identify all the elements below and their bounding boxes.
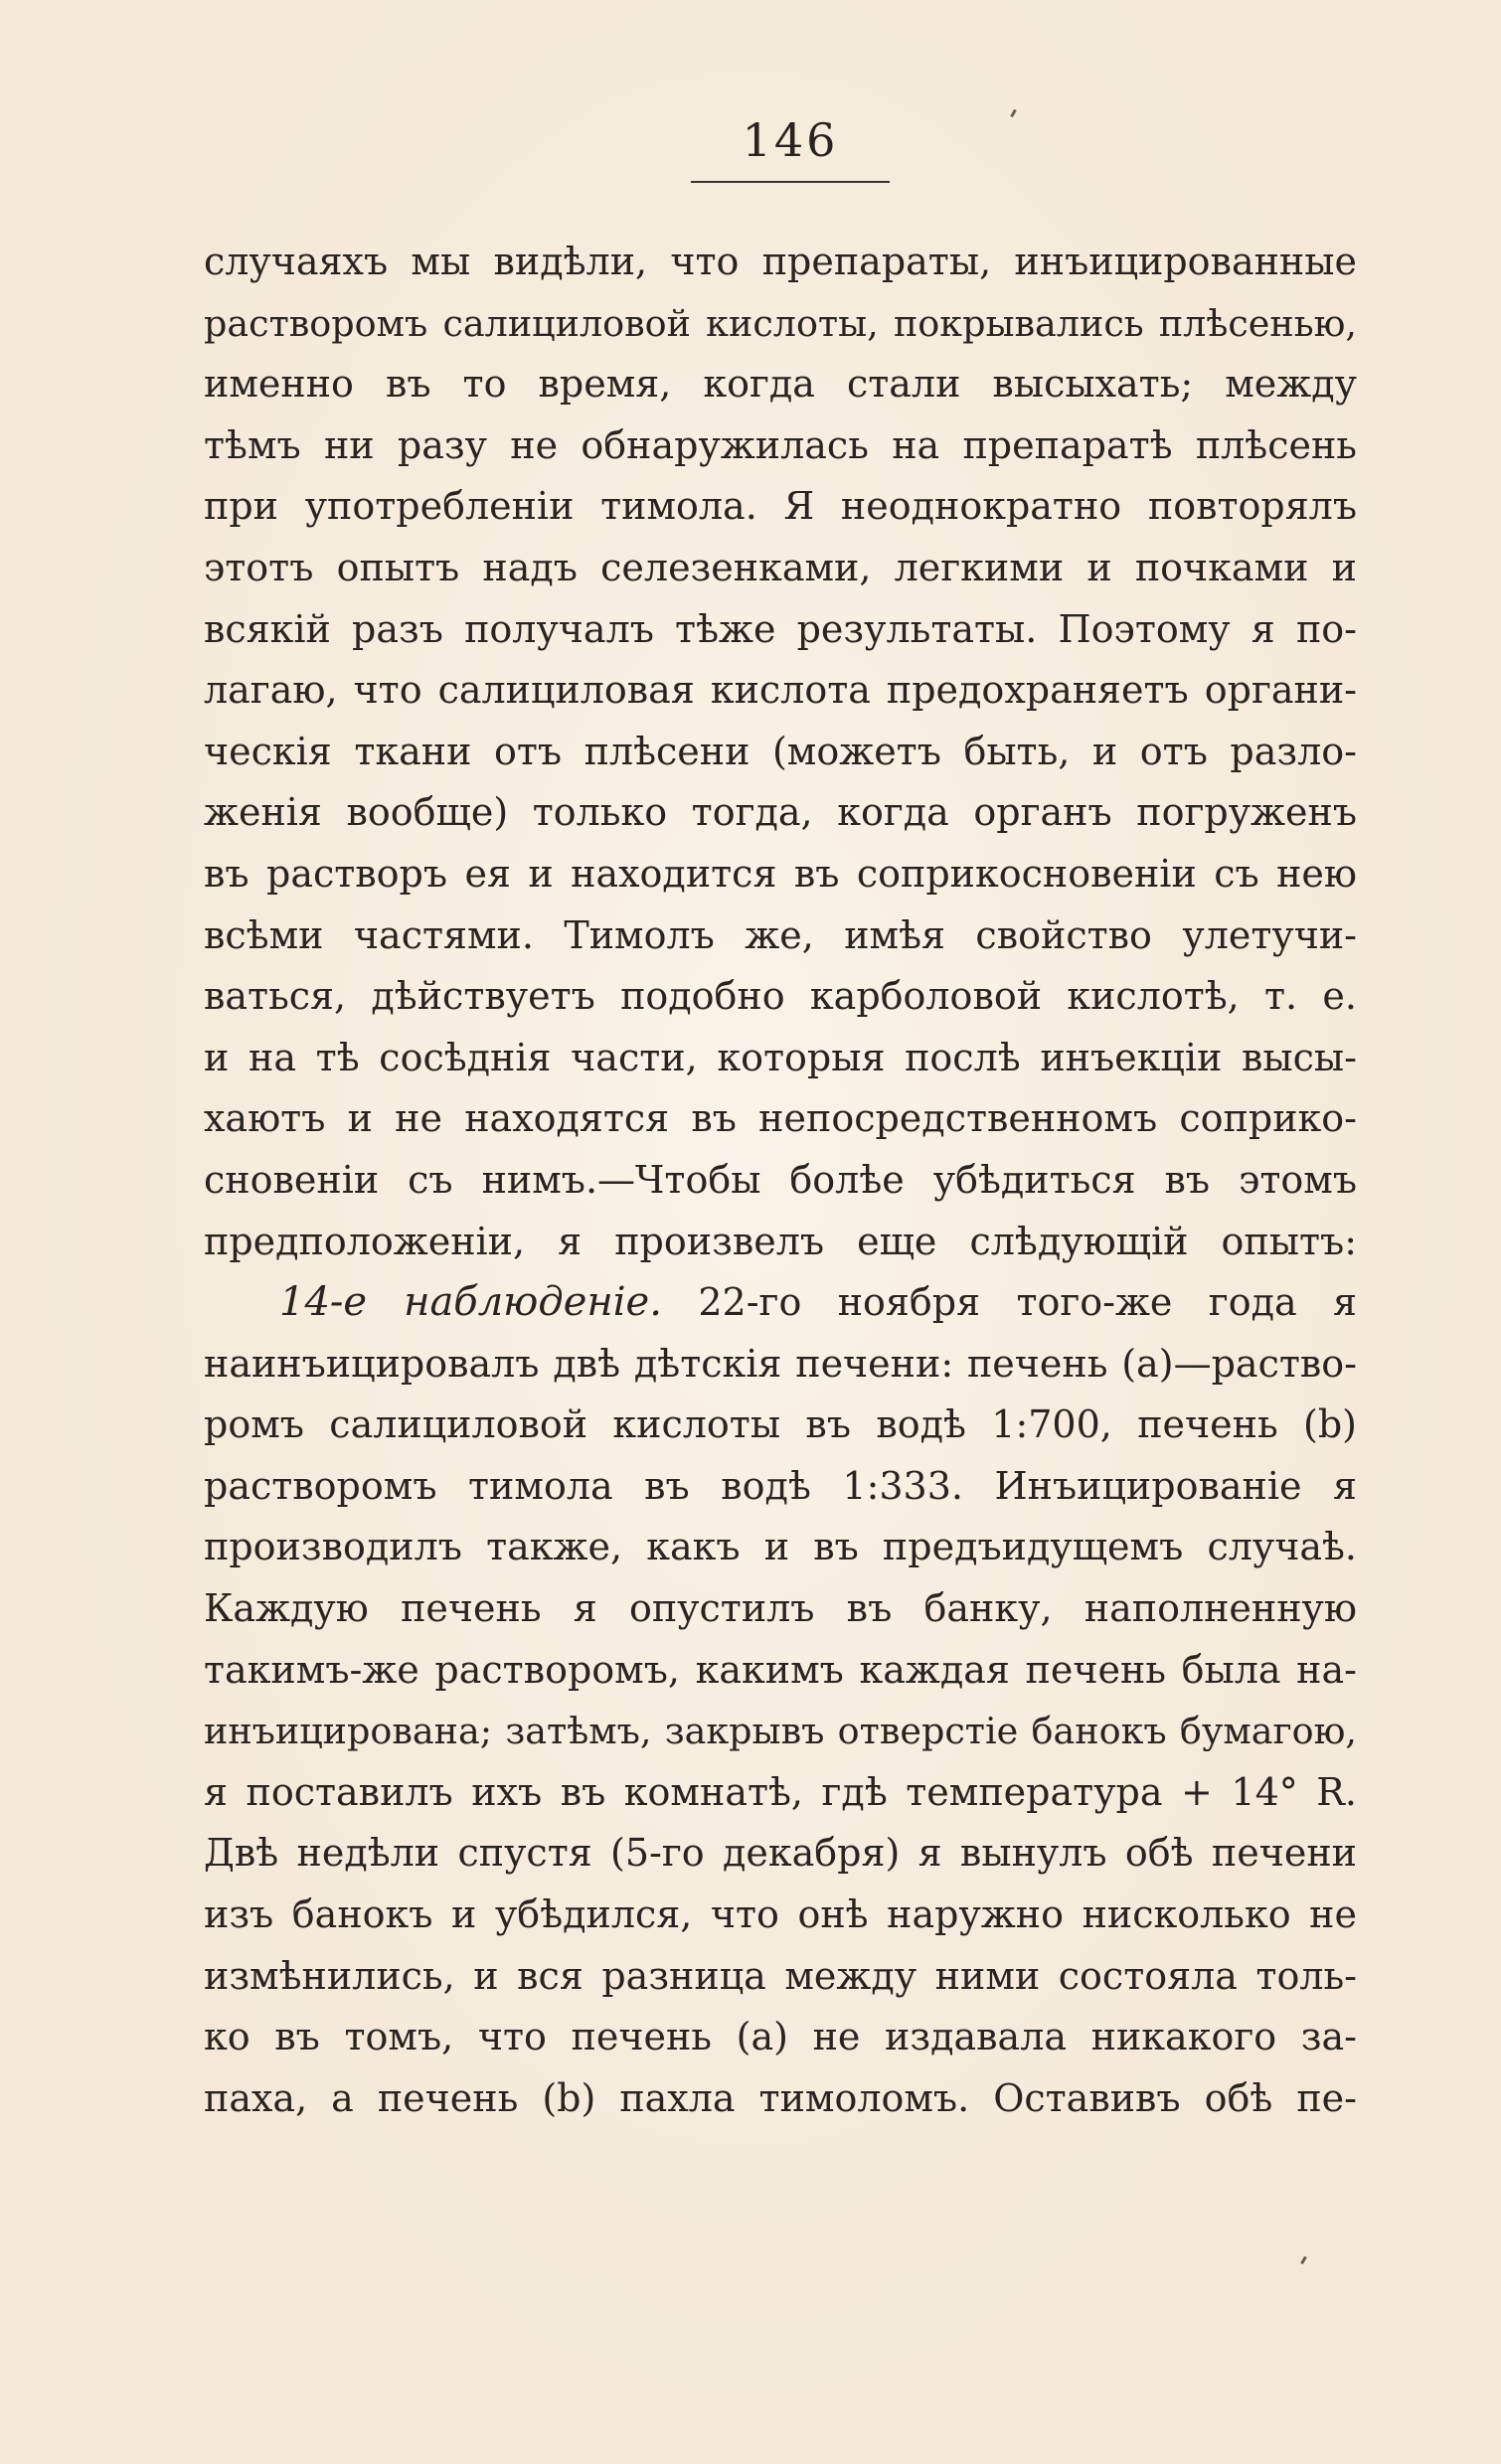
paragraph-1	[204, 232, 1357, 1272]
paragraph-2-observation	[204, 1272, 1357, 2129]
text-line: растворомъ тимола въ водѣ 1:333. Инъицированіе я	[204, 1463, 1357, 1508]
text-line: такимъ-же растворомъ, какимъ каждая печень была на-	[204, 1647, 1357, 1692]
text-line: и на тѣ сосѣднія части, которыя послѣ инъекціи высы-	[204, 1035, 1357, 1079]
observation-first-line-text: 22-го ноября того-же года я	[698, 1280, 1357, 1325]
observation-first-line	[204, 1272, 1357, 1334]
text-line: я поставилъ ихъ въ комнатѣ, гдѣ температура + 14° R.	[204, 1769, 1357, 1814]
text-line: производилъ также, какъ и въ предъидущемъ случаѣ.	[204, 1525, 1357, 1569]
text-line: при употребленіи тимола. Я неоднократно повторялъ	[204, 484, 1357, 529]
text-line: Двѣ недѣли спустя (5-го декабря) я вынулъ обѣ печени	[204, 1831, 1357, 1876]
body-text	[204, 232, 1357, 2129]
text-line: всякій разъ получалъ тѣже результаты. Поэтому я по-	[204, 606, 1357, 651]
text-line: изъ банокъ и убѣдился, что онѣ наружно нисколько не	[204, 1892, 1357, 1937]
text-line: паха, а печень (b) пахла тимоломъ. Оставивъ обѣ пе-	[204, 2075, 1357, 2120]
text-line: случаяхъ мы видѣли, что препараты, инъицированные	[204, 240, 1357, 283]
observation-heading: 14-е наблюденіе.	[279, 1279, 662, 1326]
text-line: ваться, дѣйствуетъ подобно карболовой кислотѣ, т. е.	[204, 974, 1357, 1019]
text-line: сновеніи съ нимъ.—Чтобы болѣе убѣдиться въ этомъ	[204, 1157, 1357, 1202]
text-line: въ растворъ ея и находится въ соприкосновеніи съ нею	[204, 851, 1357, 896]
text-line: растворомъ салициловой кислоты, покрывались плѣсенью,	[204, 301, 1357, 345]
text-line: женія вообще) только тогда, когда органъ погруженъ	[204, 790, 1357, 835]
text-line: Каждую печень я опустилъ въ банку, наполненную	[204, 1586, 1357, 1631]
text-line: этотъ опытъ надъ селезенками, легкими и почками и	[204, 545, 1357, 589]
text-line: наинъицировалъ двѣ дѣтскія печени: печень (a)—раство-	[204, 1341, 1357, 1386]
text-line: лагаю, что салициловая кислота предохраняетъ органи-	[204, 668, 1357, 713]
print-speck	[1010, 109, 1017, 117]
page-number: 146	[691, 117, 890, 183]
text-line: инъицирована; затѣмъ, закрывъ отверстіе банокъ бумагою,	[204, 1710, 1357, 1753]
page-header	[0, 113, 1501, 183]
print-speck	[1300, 2256, 1307, 2264]
text-line: именно въ то время, когда стали высыхать; между	[204, 362, 1357, 407]
text-line: измѣнились, и вся разница между ними состояла толь-	[204, 1953, 1357, 1998]
text-line: ческія ткани отъ плѣсени (можетъ быть, и отъ разло-	[204, 729, 1357, 773]
text-line: ко въ томъ, что печень (a) не издавала никакого за-	[204, 2015, 1357, 2059]
text-line: тѣмъ ни разу не обнаружилась на препаратѣ плѣсень	[204, 422, 1357, 467]
text-line: предположеніи, я произвелъ еще слѣдующій опытъ:	[204, 1219, 1357, 1263]
text-line: ромъ салициловой кислоты въ водѣ 1:700, печень (b)	[204, 1402, 1357, 1447]
text-line: хаютъ и не находятся въ непосредственномъ соприко-	[204, 1096, 1357, 1141]
text-line: всѣми частями. Тимолъ же, имѣя свойство улетучи-	[204, 912, 1357, 957]
